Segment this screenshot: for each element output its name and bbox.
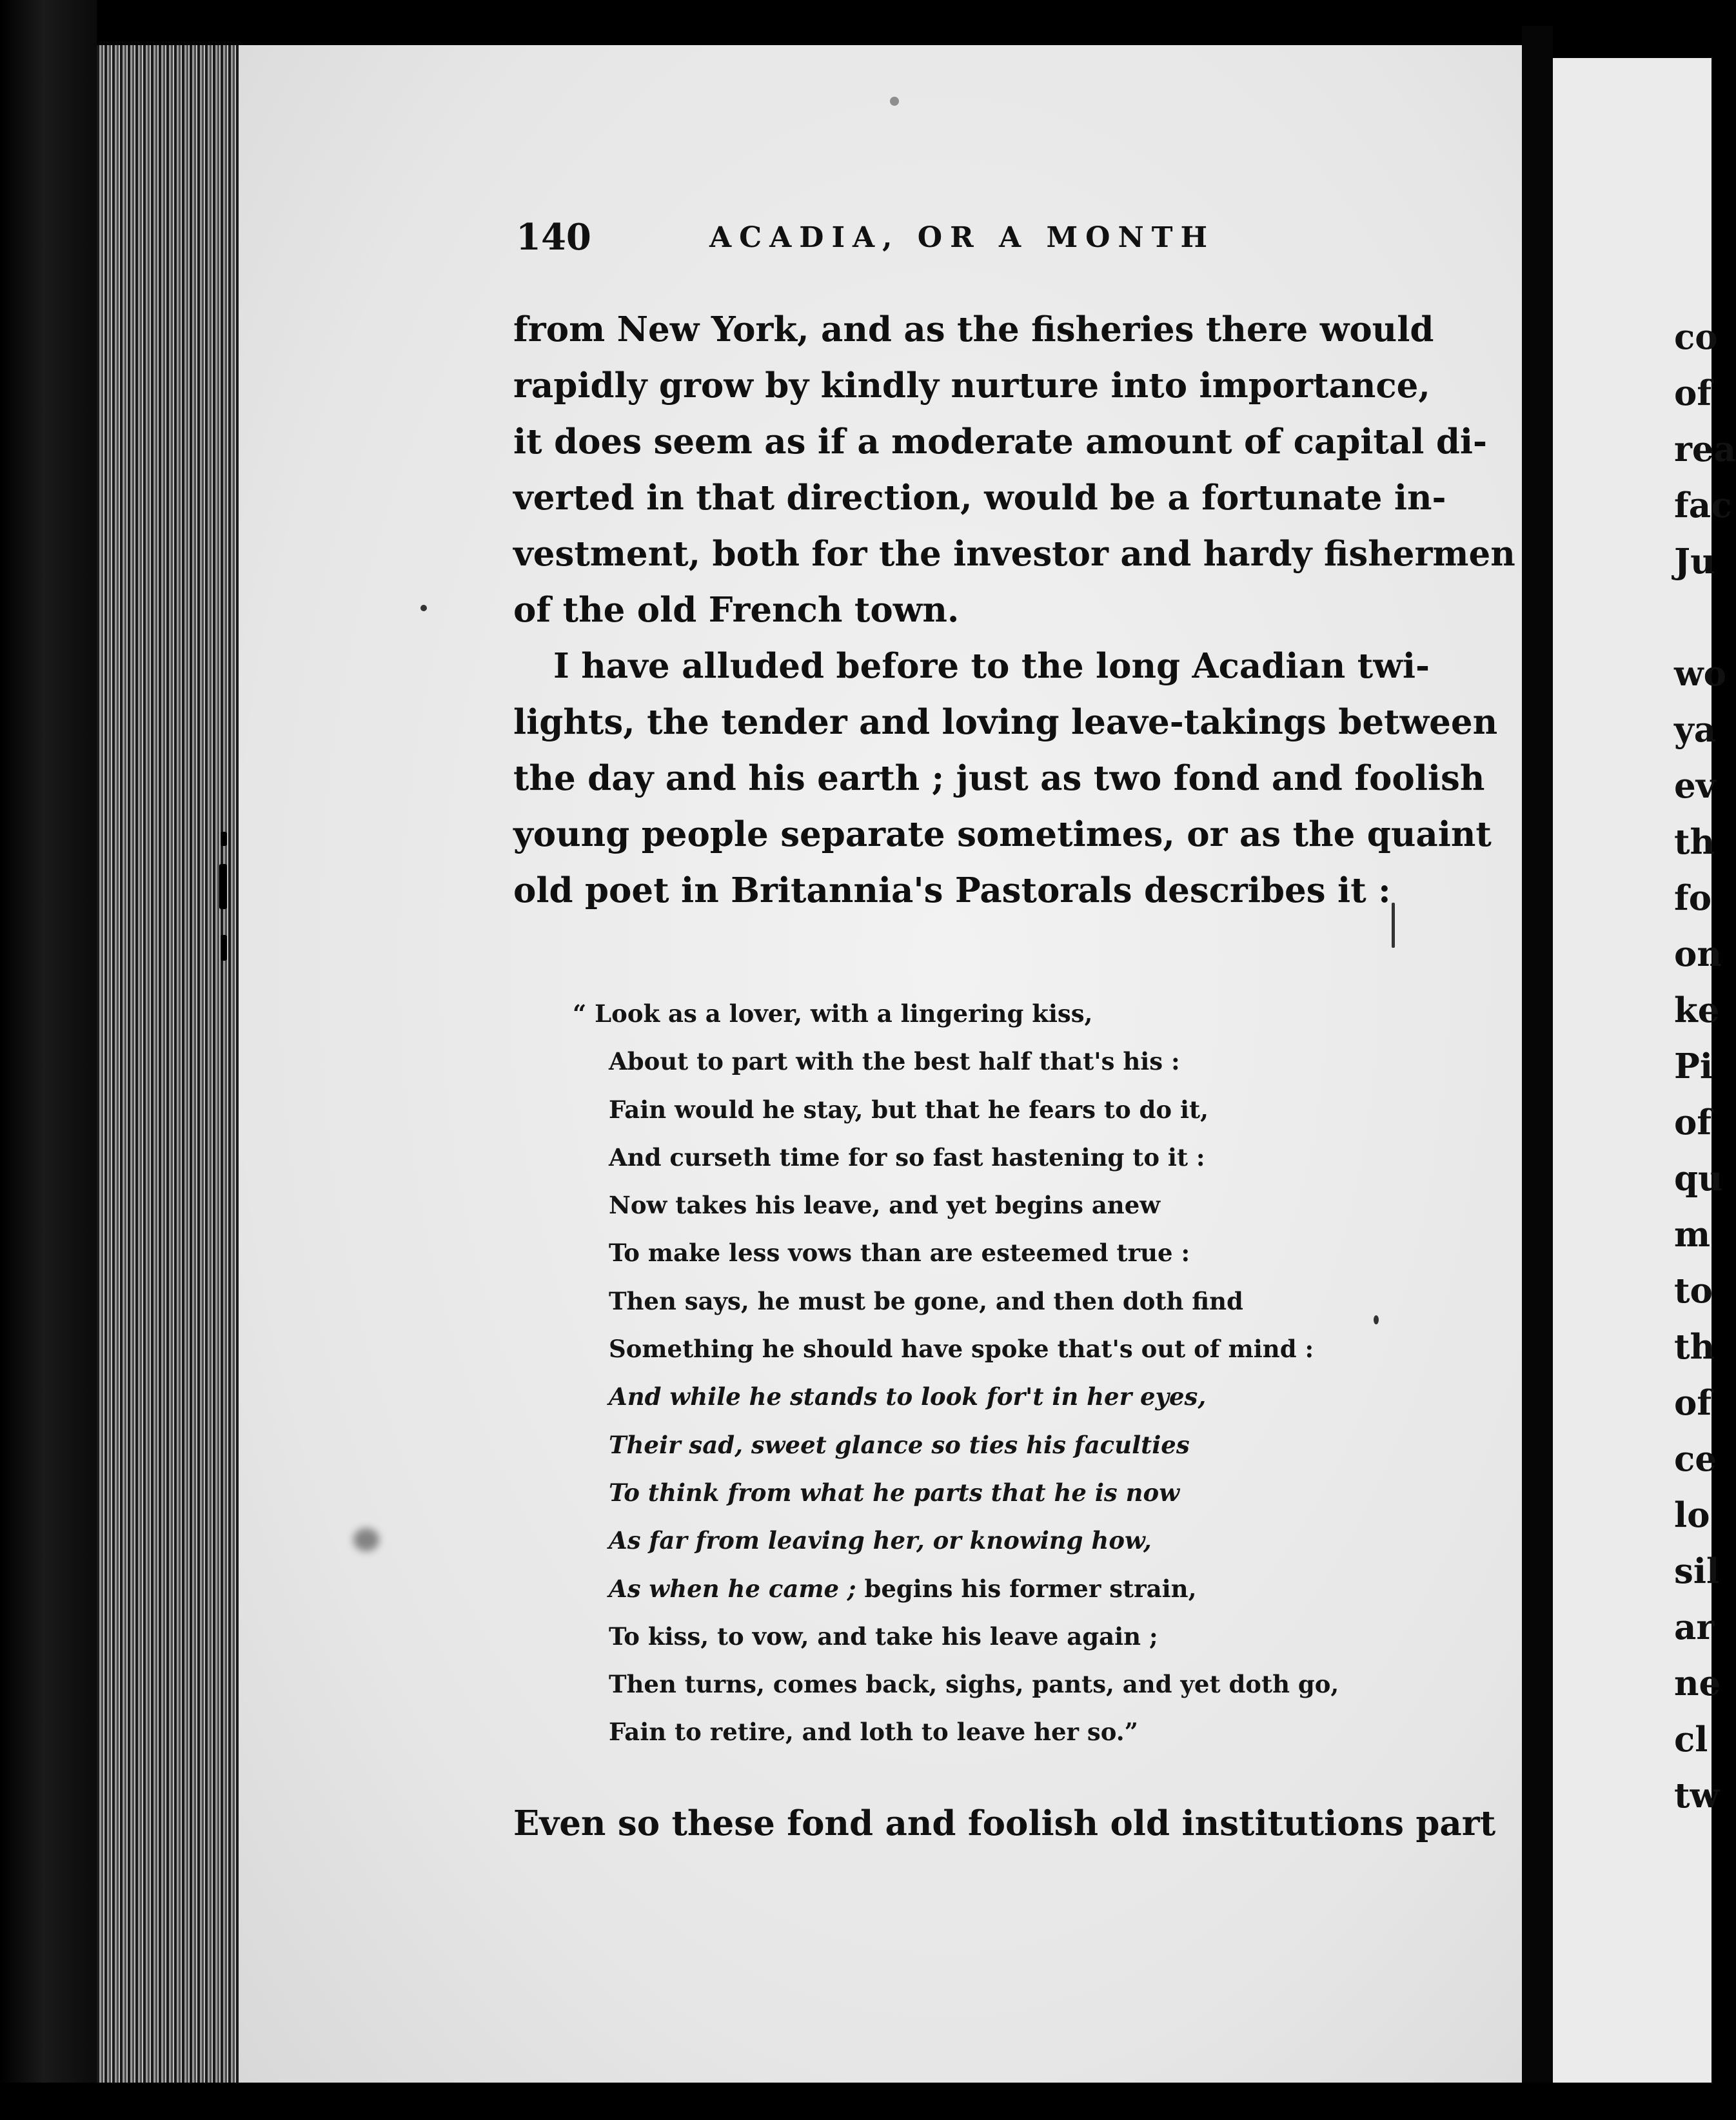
fragment: sil [1674, 1551, 1720, 1591]
verse-line: Now takes his leave, and yet begins anew [609, 1191, 1161, 1220]
scan-speck [420, 605, 427, 611]
text-line: the day and his earth ; just as two fond and foolish [513, 758, 1485, 798]
verse-line: To make less vows than are esteemed true : [609, 1239, 1190, 1268]
verse-line-mixed [573, 1565, 1379, 1613]
verse-line-italic: As far from leaving her, or knowing how, [609, 1526, 1152, 1555]
verse-line: “ Look as a lover, with a lingering kiss, [573, 999, 1093, 1028]
fragment: ev [1674, 766, 1716, 806]
verse-line-italic: Their sad, sweet glance so ties his faculties [609, 1430, 1190, 1459]
scan-top-border [0, 0, 1711, 45]
fragment: cl [1674, 1720, 1708, 1760]
fragment [1674, 590, 1726, 646]
fragment: qu [1674, 1159, 1723, 1199]
fragment: rea [1674, 429, 1736, 469]
verse-roman-fragment: begins his former strain, [856, 1574, 1197, 1603]
text-line: young people separate sometimes, or as the quaint [513, 814, 1492, 854]
fragment: Pi [1674, 1046, 1713, 1086]
fragment: th [1674, 1327, 1715, 1367]
scan-speck [219, 864, 227, 909]
scan-bottom-border [0, 2083, 1711, 2120]
verse-line-italic: To think from what he parts that he is now [609, 1478, 1180, 1507]
text-line: old poet in Britannia's Pastorals describes it : [513, 870, 1391, 910]
book-page-edges [97, 45, 239, 2083]
book-gutter [1522, 26, 1553, 2120]
fragment: fo [1674, 878, 1712, 918]
text-line: of the old French town. [513, 590, 960, 630]
verse-line: Something he should have spoke that's out of mind : [609, 1335, 1314, 1364]
fragment: to [1674, 1271, 1713, 1311]
fragment: tw [1674, 1776, 1720, 1816]
scan-speck [1374, 1315, 1379, 1324]
text-line: rapidly grow by kindly nurture into importance, [513, 366, 1430, 406]
fragment: ya [1674, 710, 1717, 750]
fragment: fac [1674, 486, 1732, 525]
verse-quotation [573, 990, 1379, 1756]
text-line: vestment, both for the investor and hardy fishermen [513, 534, 1515, 574]
fragment: ne [1674, 1664, 1721, 1703]
paragraph-2 [513, 638, 1498, 919]
scan-speck [1392, 903, 1395, 948]
fragment: Ju [1674, 542, 1715, 582]
verse-line: Fain to retire, and loth to leave her so.” [609, 1718, 1138, 1747]
fragment: ar [1674, 1607, 1715, 1647]
verse-line: And curseth time for so fast hastening to it : [609, 1143, 1205, 1172]
paragraph-1 [513, 302, 1515, 638]
fragment: wo [1674, 654, 1726, 694]
text-line: from New York, and as the fisheries there would [513, 309, 1434, 349]
running-head [516, 216, 1245, 268]
facing-page-text [1674, 309, 1736, 1824]
text-line: lights, the tender and loving leave-takings between [513, 702, 1498, 742]
scan-speck [353, 1528, 379, 1551]
scan-speck [221, 935, 227, 961]
scan-left-border [0, 0, 97, 2120]
fragment: co [1674, 317, 1718, 357]
fragment: ce [1674, 1439, 1717, 1479]
fragment: lo [1674, 1495, 1710, 1535]
scan-speck [890, 97, 899, 106]
fragment: of [1674, 1383, 1712, 1423]
fragment: th [1674, 822, 1715, 862]
text-line: I have alluded before to the long Acadian twi- [553, 646, 1430, 686]
running-title: ACADIA, OR A MONTH [709, 221, 1216, 254]
fragment: on [1674, 934, 1722, 974]
fragment: m [1674, 1215, 1711, 1255]
fragment: of [1674, 1103, 1712, 1143]
closing-line: Even so these fond and foolish old institutions part [513, 1803, 1496, 1843]
text-line: it does seem as if a moderate amount of capital di- [513, 422, 1488, 462]
page-number: 140 [516, 216, 591, 259]
text-line: verted in that direction, would be a fortunate in- [513, 478, 1446, 518]
verse-line: Fain would he stay, but that he fears to do it, [609, 1095, 1208, 1124]
fragment: of [1674, 373, 1712, 413]
fragment: ke [1674, 990, 1720, 1030]
verse-line-italic: And while he stands to look for't in her eyes, [609, 1382, 1207, 1411]
verse-line: To kiss, to vow, and take his leave again ; [609, 1622, 1158, 1651]
verse-line: Then turns, comes back, sighs, pants, and yet doth go, [609, 1670, 1339, 1699]
verse-line: About to part with the best half that's his : [609, 1047, 1180, 1076]
verse-line: Then says, he must be gone, and then doth find [609, 1286, 1243, 1315]
scan-speck [221, 832, 227, 846]
verse-italic-fragment: As when he came ; [609, 1574, 856, 1603]
